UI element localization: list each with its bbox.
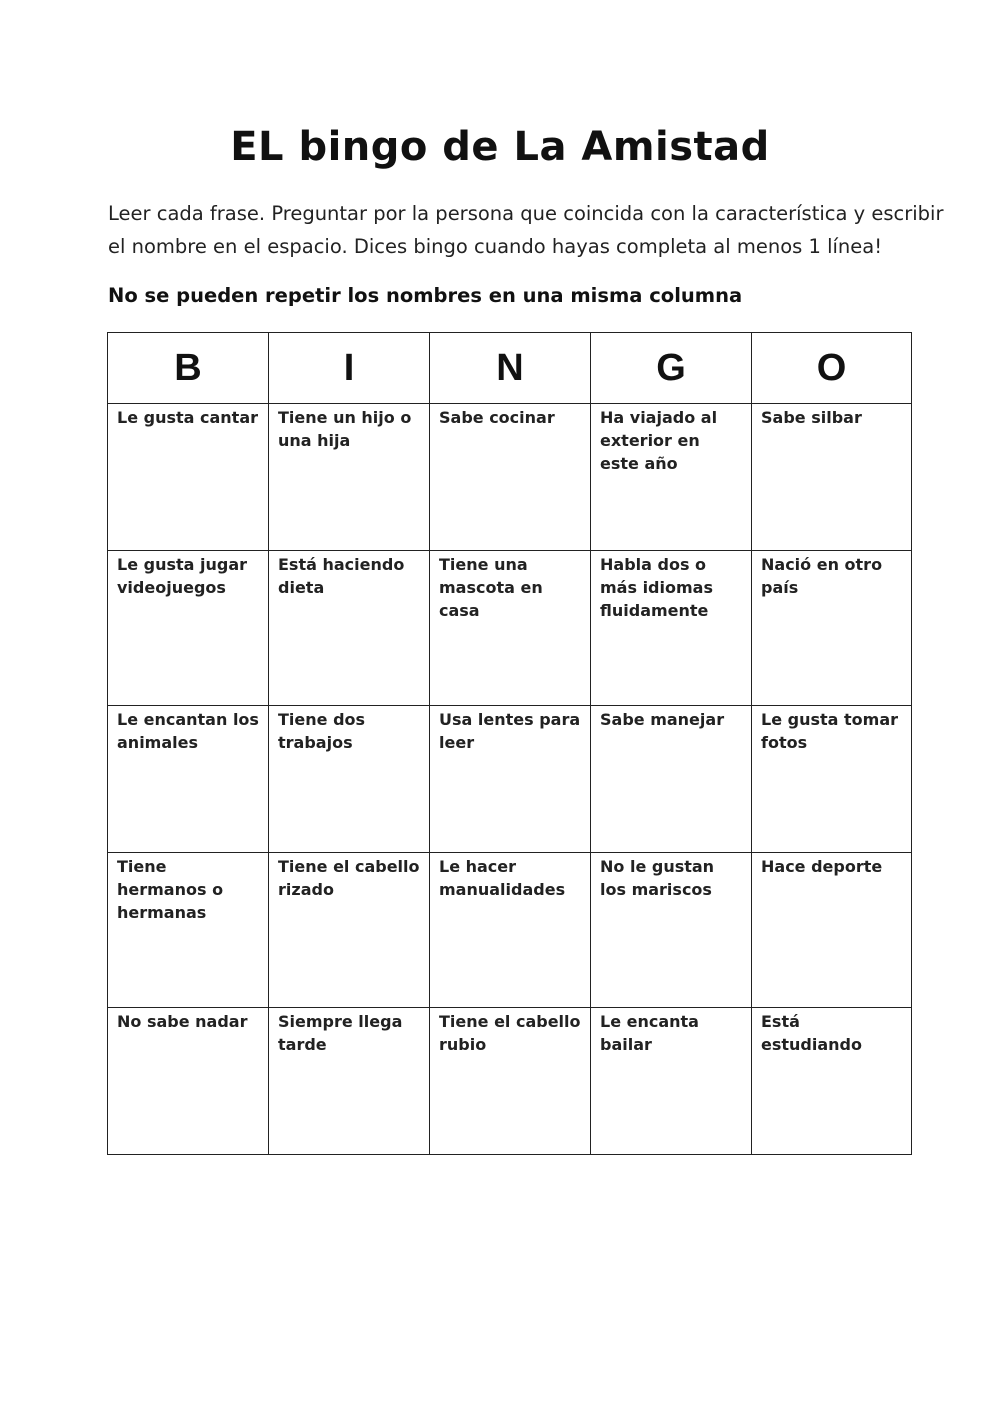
bingo-cell[interactable] — [591, 706, 752, 853]
bingo-cell[interactable] — [591, 551, 752, 706]
page-title: EL bingo de La Amistad — [230, 124, 770, 170]
bingo-cell-label: Está estudiando — [761, 1012, 862, 1054]
bingo-cell[interactable] — [752, 404, 912, 551]
bingo-row — [108, 706, 912, 853]
bingo-cell[interactable] — [430, 404, 591, 551]
bingo-cell[interactable] — [269, 551, 430, 706]
bingo-cell[interactable] — [752, 1008, 912, 1155]
bingo-cell-label: Está haciendo dieta — [278, 555, 405, 597]
bingo-row — [108, 404, 912, 551]
bingo-header-n: N — [430, 333, 591, 404]
bingo-cell-label: Tiene un hijo o una hija — [278, 408, 412, 450]
bingo-cell[interactable] — [752, 706, 912, 853]
bingo-cell-label: Tiene una mascota en casa — [439, 555, 543, 620]
bingo-cell-label: No sabe nadar — [117, 1012, 248, 1031]
bingo-cell-label: Nació en otro país — [761, 555, 883, 597]
instructions-text: Leer cada frase. Preguntar por la persona que coincida con la característica y escribir el nombre en el espacio. Dices bingo cuando hayas completa al menos 1 línea! — [108, 202, 944, 258]
bingo-cell-label: Le gusta jugar videojuegos — [117, 555, 248, 597]
bingo-cell[interactable] — [752, 551, 912, 706]
bingo-cell-label: Tiene el cabello rizado — [278, 857, 420, 899]
bingo-cell-label: Sabe silbar — [761, 408, 862, 427]
bingo-cell[interactable] — [108, 853, 269, 1008]
bingo-cell[interactable] — [269, 1008, 430, 1155]
bingo-cell-label: Usa lentes para leer — [439, 710, 581, 752]
bingo-cell[interactable] — [591, 404, 752, 551]
bingo-cell-label: Le hacer manualidades — [439, 857, 566, 899]
bingo-cell-label: Le gusta tomar fotos — [761, 710, 898, 752]
bingo-cell-label: Le encantan los animales — [117, 710, 259, 752]
bingo-cell-label: Tiene dos trabajos — [278, 710, 366, 752]
bingo-cell[interactable] — [108, 551, 269, 706]
bingo-cell[interactable] — [591, 1008, 752, 1155]
bingo-cell-label: Habla dos o más idiomas fluidamente — [600, 555, 713, 620]
bingo-row — [108, 1008, 912, 1155]
bingo-cell-label: No le gustan los mariscos — [600, 857, 715, 899]
bingo-header-o: O — [752, 333, 912, 404]
bingo-header-b: B — [108, 333, 269, 404]
bingo-header-g: G — [591, 333, 752, 404]
bingo-row — [108, 551, 912, 706]
bingo-cell-label: Le encanta bailar — [600, 1012, 699, 1054]
bingo-cell[interactable] — [269, 706, 430, 853]
bingo-cell[interactable] — [430, 853, 591, 1008]
bingo-row — [108, 853, 912, 1008]
bingo-cell-label: Ha viajado al exterior en este año — [600, 408, 718, 473]
bingo-cell-label: Sabe manejar — [600, 710, 725, 729]
bingo-cell[interactable] — [752, 853, 912, 1008]
bingo-cell[interactable] — [430, 706, 591, 853]
bingo-cell[interactable] — [430, 551, 591, 706]
bingo-card — [107, 332, 912, 1155]
bingo-cell[interactable] — [108, 1008, 269, 1155]
bingo-cell[interactable] — [108, 706, 269, 853]
bingo-cell[interactable] — [269, 404, 430, 551]
bingo-cell-label: Le gusta cantar — [117, 408, 259, 427]
rule-text: No se pueden repetir los nombres en una misma columna — [108, 284, 743, 307]
bingo-cell[interactable] — [269, 853, 430, 1008]
bingo-cell-label: Siempre llega tarde — [278, 1012, 403, 1054]
bingo-cell-label: Tiene hermanos o hermanas — [117, 857, 224, 922]
bingo-cell[interactable] — [430, 1008, 591, 1155]
bingo-header-row — [108, 333, 912, 404]
bingo-cell-label: Tiene el cabello rubio — [439, 1012, 581, 1054]
bingo-cell-label: Hace deporte — [761, 857, 883, 876]
bingo-header-i: I — [269, 333, 430, 404]
bingo-cell[interactable] — [591, 853, 752, 1008]
bingo-cell[interactable] — [108, 404, 269, 551]
bingo-cell-label: Sabe cocinar — [439, 408, 555, 427]
